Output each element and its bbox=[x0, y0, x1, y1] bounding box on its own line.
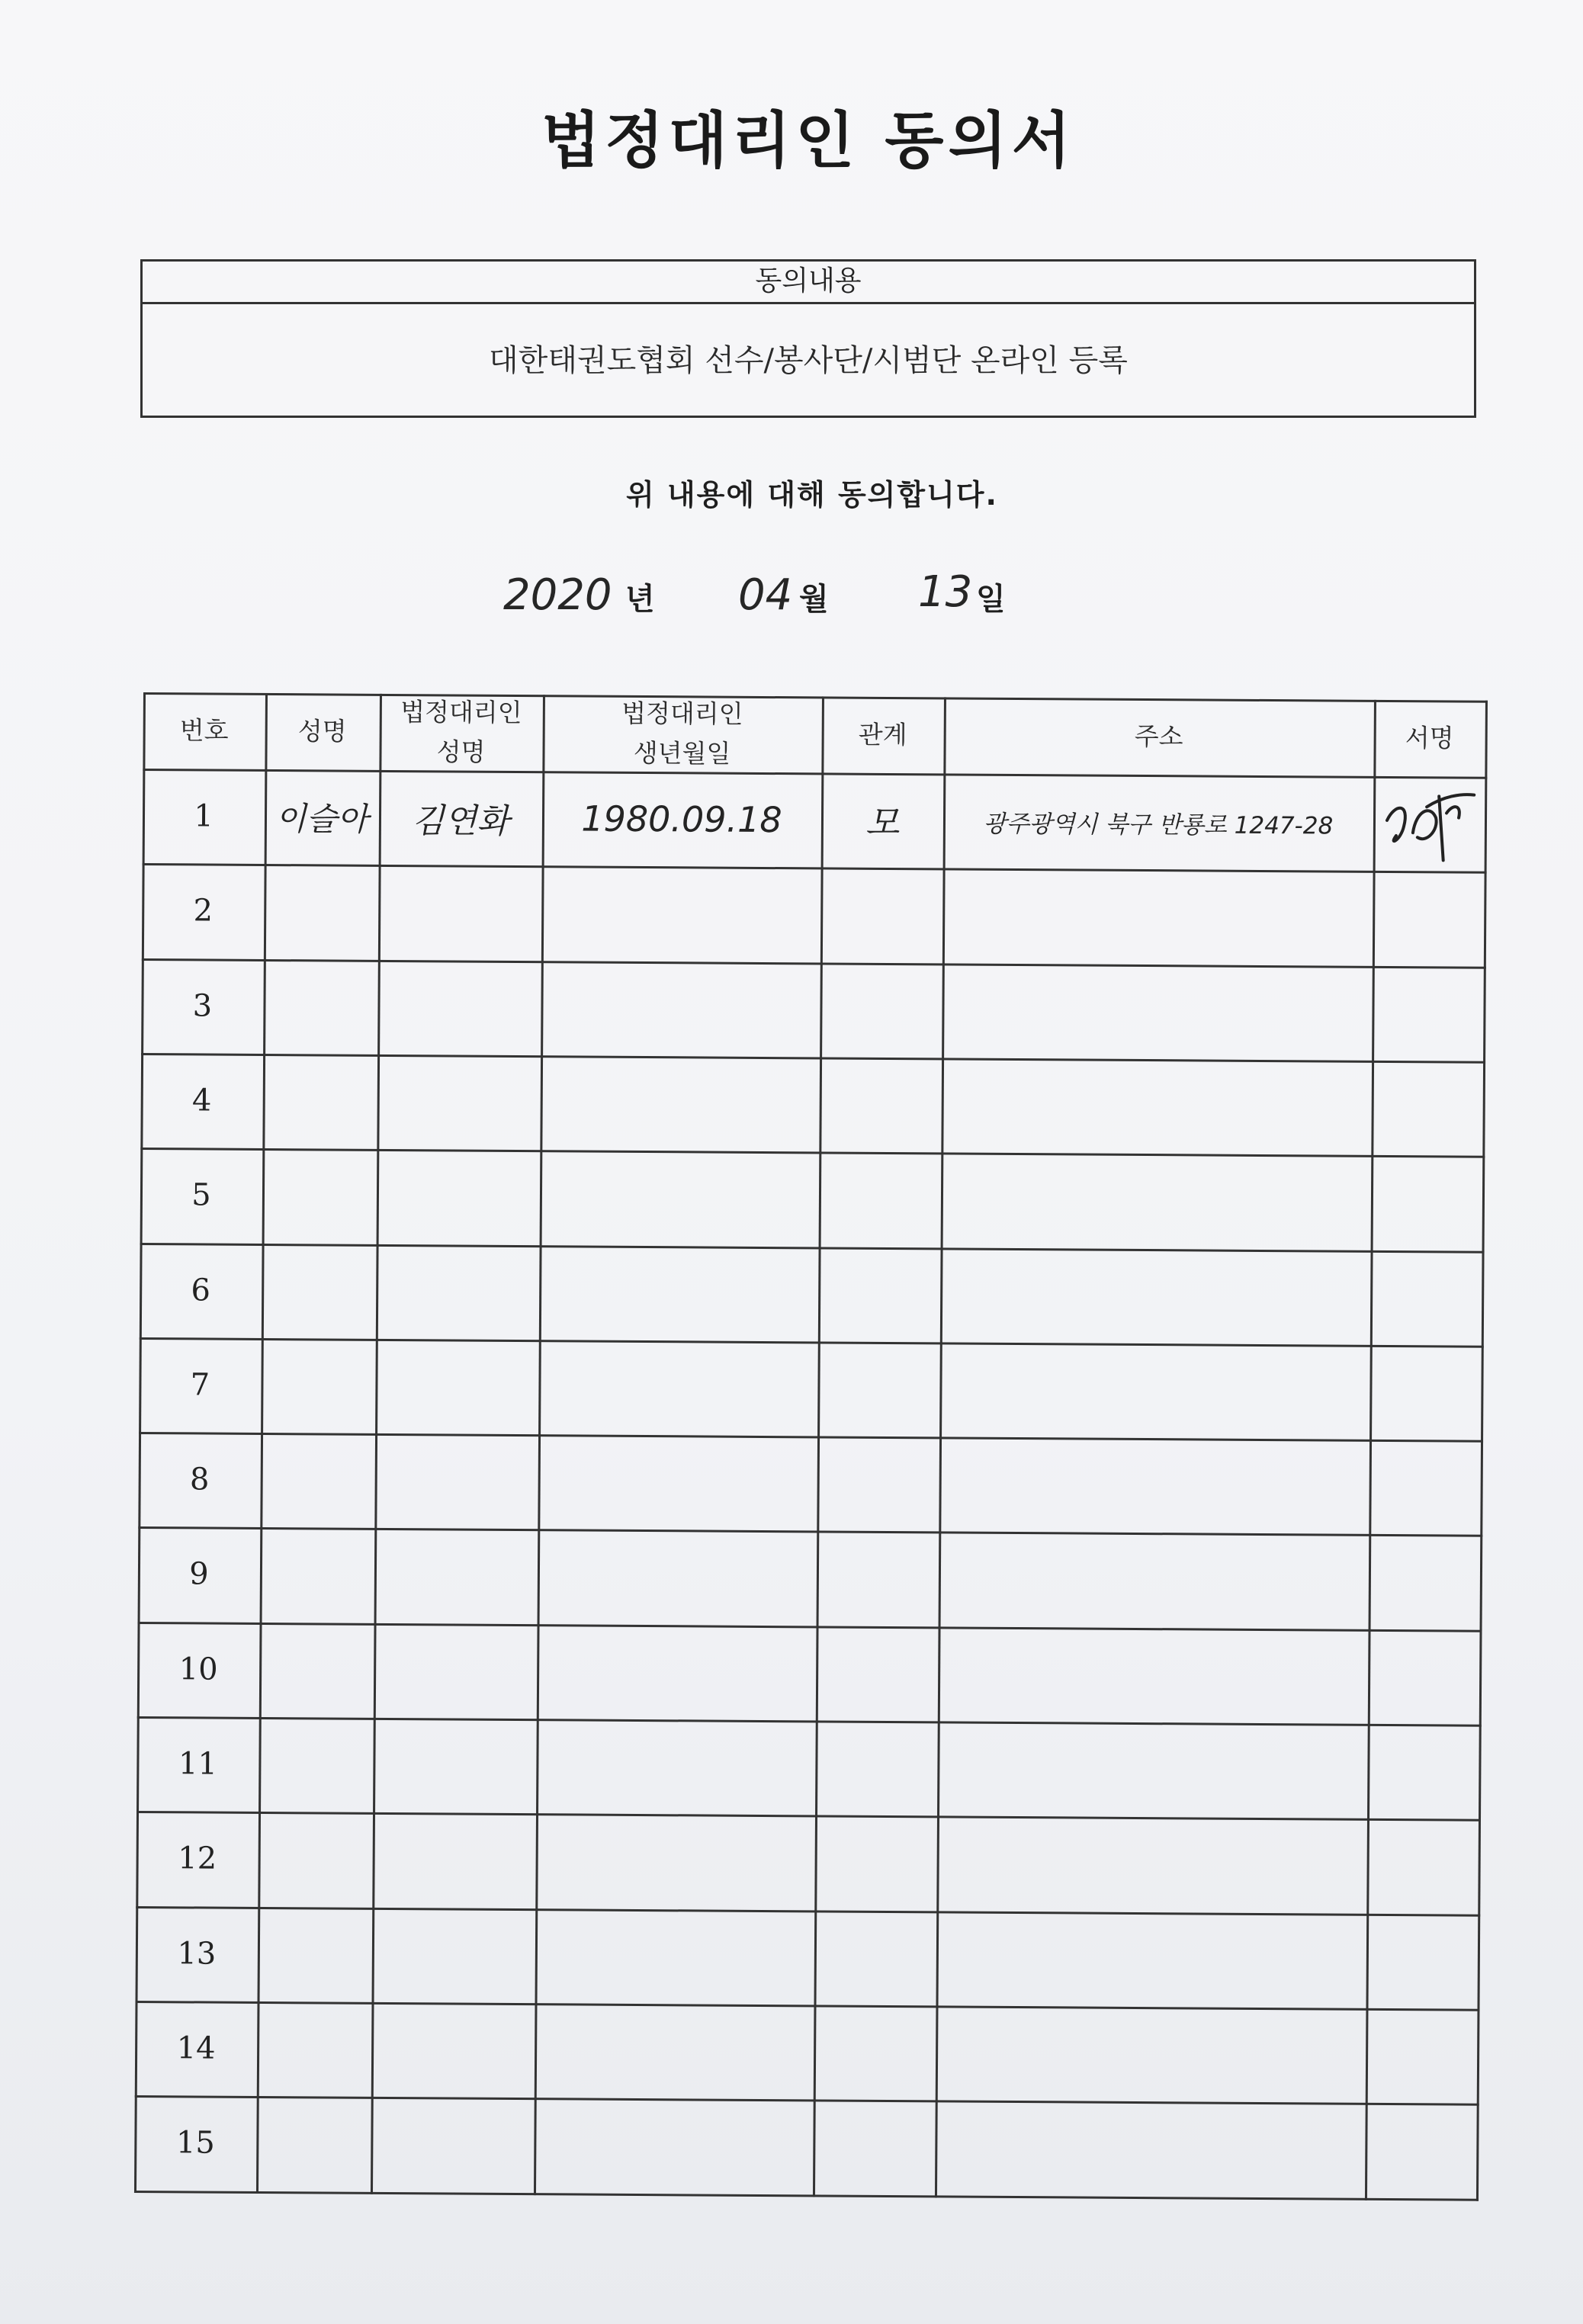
row-number: 10 bbox=[178, 1652, 218, 1687]
row-number: 7 bbox=[190, 1367, 210, 1403]
row1-name: 이슬아 bbox=[275, 800, 368, 838]
row-number: 6 bbox=[191, 1273, 211, 1308]
date-day-label: 일 bbox=[976, 582, 1006, 617]
row-number: 14 bbox=[176, 2030, 216, 2066]
header-signature: 서명 bbox=[1405, 723, 1454, 753]
table-rule bbox=[135, 2095, 1479, 2106]
document-title: 법정대리인 동의서 bbox=[541, 105, 1076, 176]
row-number: 13 bbox=[177, 1936, 217, 1972]
row-number: 4 bbox=[191, 1083, 212, 1119]
date-month-label: 월 bbox=[799, 582, 829, 617]
table-column-rule bbox=[1365, 700, 1376, 2200]
row1-guardian-birth: 1980.09.18 bbox=[581, 798, 782, 841]
table-rule bbox=[138, 1526, 1482, 1537]
table-column-rule bbox=[534, 695, 545, 2195]
date-year-label: 년 bbox=[625, 582, 655, 617]
consent-content: 대한태권도협회 선수/봉사단/시범단 온라인 등록 bbox=[489, 343, 1128, 378]
table-rule bbox=[136, 1906, 1480, 1917]
table-column-rule bbox=[813, 696, 824, 2197]
table-rule bbox=[141, 1053, 1485, 1064]
table-rule bbox=[135, 2001, 1479, 2011]
header-guardian-name bbox=[379, 694, 543, 771]
table-rule bbox=[142, 958, 1486, 969]
row-number: 2 bbox=[193, 893, 214, 929]
consent-box bbox=[140, 259, 1476, 418]
header-guardian-name-line1: 법정대리인 bbox=[400, 697, 522, 728]
row-number: 1 bbox=[194, 798, 214, 834]
table-rule bbox=[140, 1148, 1485, 1158]
table-column-rule bbox=[371, 694, 382, 2194]
row1-address: 광주광역시 북구 반룡로 1247-28 bbox=[983, 810, 1334, 840]
date-month: 04 bbox=[738, 570, 793, 620]
header-guardian-name-line2: 성명 bbox=[436, 737, 486, 767]
row-number: 15 bbox=[175, 2125, 215, 2161]
row-number: 8 bbox=[189, 1462, 210, 1497]
row-number: 5 bbox=[191, 1177, 211, 1213]
table-column-rule bbox=[935, 697, 946, 2197]
table-rule bbox=[140, 1243, 1485, 1253]
header-address: 주소 bbox=[1134, 721, 1183, 752]
header-name: 성명 bbox=[297, 716, 347, 746]
table-rule bbox=[139, 1432, 1483, 1443]
header-no: 번호 bbox=[179, 715, 229, 746]
table-rule bbox=[140, 1337, 1484, 1348]
agreement-statement: 위 내용에 대해 동의합니다. bbox=[626, 478, 998, 512]
table-rule bbox=[137, 1716, 1482, 1727]
header-guardian-birth bbox=[542, 695, 822, 772]
row-number: 3 bbox=[192, 988, 213, 1024]
consent-header: 동의내용 bbox=[143, 262, 1474, 304]
guardian-table bbox=[134, 692, 1485, 2213]
row1-signature-image bbox=[1373, 773, 1485, 873]
table-rule bbox=[134, 2191, 1479, 2201]
row-number: 11 bbox=[178, 1746, 218, 1782]
row1-guardian-name: 김연화 bbox=[412, 801, 509, 841]
header-relation: 관계 bbox=[858, 719, 907, 750]
table-rule bbox=[136, 1811, 1481, 1822]
row1-relation: 모 bbox=[865, 801, 900, 844]
date-day: 13 bbox=[918, 567, 973, 617]
row-number: 9 bbox=[189, 1556, 209, 1592]
row-number: 12 bbox=[178, 1841, 217, 1876]
table-column-rule bbox=[1476, 701, 1488, 2201]
header-guardian-birth-line2: 생년월일 bbox=[633, 737, 731, 769]
date-year: 2020 bbox=[503, 570, 612, 620]
table-rule bbox=[138, 1622, 1482, 1632]
header-guardian-birth-line1: 법정대리인 bbox=[621, 698, 743, 729]
